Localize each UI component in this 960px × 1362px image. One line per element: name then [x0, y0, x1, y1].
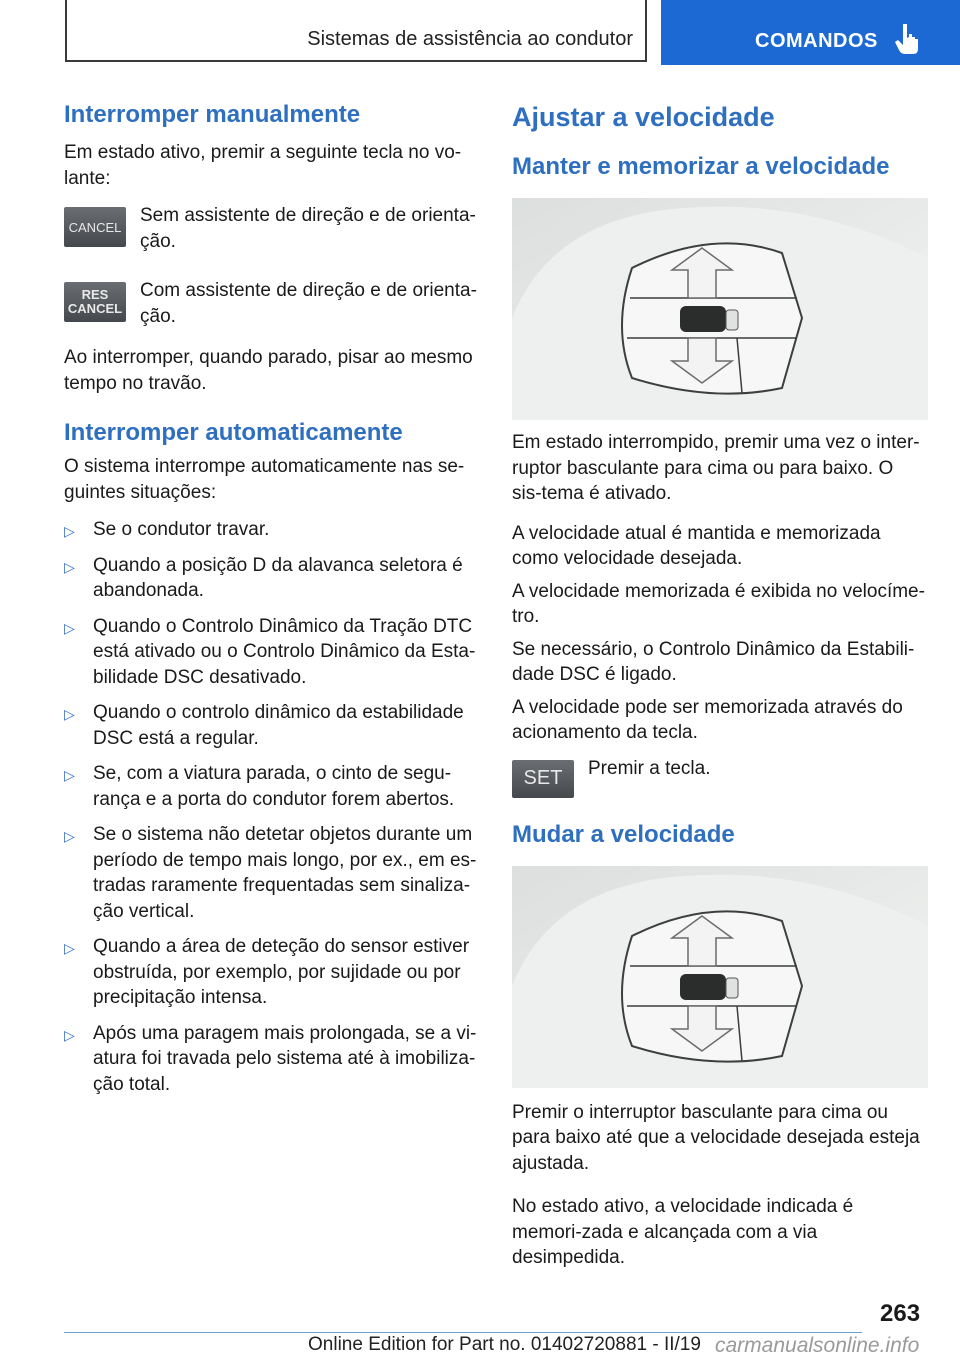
list-item: ▷ Se, com a viatura parada, o cinto de segu-rança e a porta do condutor forem abertos.	[64, 763, 455, 810]
key-description: Sem assistente de direção e de orienta-ção.	[140, 205, 476, 252]
key-row-set	[512, 756, 928, 798]
key-description: Premir a tecla.	[588, 757, 711, 779]
list-item: ▷ Quando o Controlo Dinâmico da Tração DTC está ativado ou o Controlo Dinâmico da Esta-bilidade DSC desativado.	[64, 615, 476, 688]
header-section-box	[65, 0, 647, 62]
list-item: ▷ Se o sistema não detetar objetos durante um período de tempo mais longo, por ex., em es-tradas raramente frequentadas sem sinaliza-ção vertical.	[64, 824, 477, 922]
list-item: ▷ Quando a área de deteção do sensor estiver obstruída, por exemplo, por sujidade ou por precipitação intensa.	[64, 936, 470, 1008]
set-key-label: SET	[523, 767, 563, 789]
paragraph: Premir o interruptor basculante para cima ou para baixo até que a velocidade desejada esteja ajustada.	[512, 1101, 920, 1174]
res-key-label: RES	[81, 287, 109, 302]
header-tab	[661, 0, 960, 65]
triangle-bullet-icon: ▷	[64, 940, 75, 956]
paragraph: Ao interromper, quando parado, pisar ao mesmo tempo no travão.	[64, 347, 473, 394]
rocker-switch-illustration-2	[512, 866, 928, 1088]
key-row-cancel	[64, 203, 478, 254]
paragraph: O sistema interrompe automaticamente nas se-guintes situações:	[64, 456, 465, 503]
triangle-bullet-icon: ▷	[64, 767, 75, 783]
heading-manual-interrupt: Interromper manualmente	[64, 101, 361, 128]
key-description: Com assistente de direção e de orienta-ção.	[140, 280, 477, 327]
heading-auto-interrupt: Interromper automaticamente	[64, 419, 403, 446]
header-section-title: Sistemas de assistência ao condutor	[307, 28, 633, 50]
paragraph: A velocidade pode ser memorizada através do acionamento da tecla.	[512, 696, 903, 743]
footer-edition: Online Edition for Part no. 01402720881 - II/19	[308, 1334, 701, 1355]
watermark: carmanualsonline.info	[715, 1334, 920, 1357]
list-item: ▷ Quando o controlo dinâmico da estabilidade DSC está a regular.	[64, 702, 464, 749]
res-cancel-key-icon	[64, 282, 126, 322]
paragraph: Em estado interrompido, premir uma vez o inter-ruptor basculante para cima ou para baixo. O sis-tema é ativado.	[512, 432, 920, 504]
paragraph: Em estado ativo, premir a seguinte tecla no vo-lante:	[64, 142, 462, 189]
heading-change-speed: Mudar a velocidade	[512, 820, 735, 848]
cancel-key-icon	[64, 207, 126, 247]
rocker-switch-illustration	[512, 198, 928, 420]
triangle-bullet-icon: ▷	[64, 828, 75, 844]
paragraph: Se necessário, o Controlo Dinâmico da Estabili-dade DSC é ligado.	[512, 638, 915, 685]
right-column	[512, 100, 928, 1271]
paragraph: A velocidade memorizada é exibida no velocíme-tro.	[512, 580, 925, 627]
pointing-hand-icon	[895, 22, 923, 54]
bullet-list	[64, 517, 478, 1097]
cancel-key-label-2: CANCEL	[67, 301, 123, 316]
set-key-icon	[512, 760, 574, 798]
list-item: ▷ Se o condutor travar.	[64, 517, 478, 543]
triangle-bullet-icon: ▷	[64, 558, 75, 575]
triangle-bullet-icon: ▷	[64, 523, 75, 539]
list-item: ▷ Após uma paragem mais prolongada, se a vi-atura foi travada pelo sistema até à imobiliza-ção total.	[64, 1022, 477, 1095]
triangle-bullet-icon: ▷	[64, 619, 75, 636]
heading-keep-store-speed: Manter e memorizar a velocidade	[512, 153, 890, 180]
footer-divider	[64, 1332, 862, 1333]
paragraph: A velocidade atual é mantida e memorizada como velocidade desejada.	[512, 522, 881, 569]
page-number: 263	[880, 1300, 921, 1327]
header-tab-label: COMANDOS	[755, 30, 878, 52]
triangle-bullet-icon: ▷	[64, 1026, 75, 1043]
steering-wheel-switch-image-2	[512, 866, 928, 1088]
key-row-res-cancel	[64, 278, 478, 329]
paragraph: No estado ativo, a velocidade indicada é memori-zada e alcançada com a via desimpedida.	[512, 1196, 854, 1268]
left-column	[64, 100, 478, 1107]
triangle-bullet-icon: ▷	[64, 706, 75, 722]
steering-wheel-switch-image	[512, 198, 928, 420]
cancel-key-label: CANCEL	[68, 219, 122, 235]
heading-adjust-speed: Ajustar a velocidade	[512, 102, 775, 132]
list-item: ▷ Quando a posição D da alavanca seletora é abandonada.	[64, 554, 463, 601]
